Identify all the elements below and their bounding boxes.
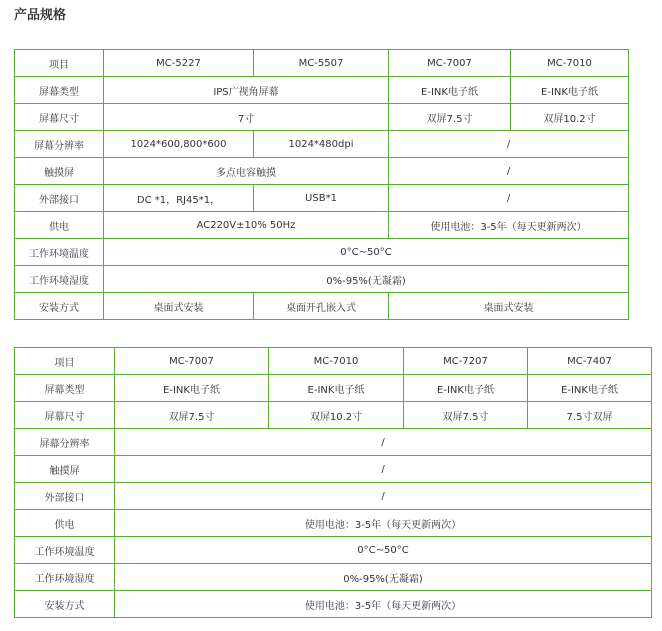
table-cell: 双屏10.2寸 bbox=[269, 402, 404, 429]
header-cell: MC-5227 bbox=[104, 50, 254, 77]
table-row-resolution bbox=[15, 429, 652, 456]
table-row-humidity bbox=[15, 564, 652, 591]
table-cell: E-INK电子纸 bbox=[404, 375, 528, 402]
table-row-screen-size bbox=[15, 402, 652, 429]
row-label: 外部接口 bbox=[15, 483, 115, 510]
table-cell: 双屏10.2寸 bbox=[511, 104, 629, 131]
table-cell: 双屏7.5寸 bbox=[404, 402, 528, 429]
row-label: 屏幕分辨率 bbox=[15, 131, 104, 158]
table-row-ports bbox=[15, 483, 652, 510]
table-cell: 双屏7.5寸 bbox=[389, 104, 511, 131]
table-row-touch bbox=[15, 158, 629, 185]
header-cell: MC-7207 bbox=[404, 348, 528, 375]
table-row-install bbox=[15, 293, 629, 320]
table-cell: 0°C~50°C bbox=[115, 537, 652, 564]
table-cell: IPS广视角屏幕 bbox=[104, 77, 389, 104]
table-cell: E-INK电子纸 bbox=[115, 375, 269, 402]
table-row-power bbox=[15, 510, 652, 537]
table-cell: / bbox=[389, 158, 629, 185]
row-label: 安装方式 bbox=[15, 293, 104, 320]
table-cell: 7.5寸双屏 bbox=[528, 402, 652, 429]
table-cell: 1024*600,800*600 bbox=[104, 131, 254, 158]
row-label: 屏幕尺寸 bbox=[15, 402, 115, 429]
table-cell: AC220V±10% 50Hz bbox=[104, 212, 389, 239]
header-cell: MC-5507 bbox=[254, 50, 389, 77]
table-cell: E-INK电子纸 bbox=[269, 375, 404, 402]
row-label: 触摸屏 bbox=[15, 456, 115, 483]
table-row-screen-size bbox=[15, 104, 629, 131]
table-cell: 7寸 bbox=[104, 104, 389, 131]
row-label: 安装方式 bbox=[15, 591, 115, 618]
table-cell: 1024*480dpi bbox=[254, 131, 389, 158]
table-cell: 使用电池：3-5年（每天更新两次） bbox=[115, 591, 652, 618]
table-row-header bbox=[15, 348, 652, 375]
header-cell: MC-7007 bbox=[115, 348, 269, 375]
header-cell: MC-7407 bbox=[528, 348, 652, 375]
table-cell: / bbox=[115, 456, 652, 483]
table-cell: 桌面式安装 bbox=[104, 293, 254, 320]
table-row-touch bbox=[15, 456, 652, 483]
table-cell: 桌面式安装 bbox=[389, 293, 629, 320]
row-label: 触摸屏 bbox=[15, 158, 104, 185]
table-row-power bbox=[15, 212, 629, 239]
table-cell: E-INK电子纸 bbox=[528, 375, 652, 402]
row-label: 工作环境湿度 bbox=[15, 266, 104, 293]
table-cell: 使用电池：3-5年（每天更新两次） bbox=[115, 510, 652, 537]
table-cell: DC *1，RJ45*1， bbox=[104, 185, 254, 212]
table-row-humidity bbox=[15, 266, 629, 293]
table-row-temperature bbox=[15, 537, 652, 564]
row-label: 工作环境温度 bbox=[15, 239, 104, 266]
row-label: 工作环境湿度 bbox=[15, 564, 115, 591]
table-cell: 多点电容触摸 bbox=[104, 158, 389, 185]
row-label: 屏幕分辨率 bbox=[15, 429, 115, 456]
table-cell: / bbox=[115, 483, 652, 510]
spec-table-lcd-models bbox=[14, 49, 629, 320]
header-cell: MC-7010 bbox=[269, 348, 404, 375]
table-cell: 0°C~50°C bbox=[104, 239, 629, 266]
table-row-screen-type bbox=[15, 375, 652, 402]
table-cell: E-INK电子纸 bbox=[511, 77, 629, 104]
row-label: 屏幕类型 bbox=[15, 77, 104, 104]
header-cell: 项目 bbox=[15, 50, 104, 77]
row-label: 供电 bbox=[15, 510, 115, 537]
table-row-header bbox=[15, 50, 629, 77]
table-cell: USB*1 bbox=[254, 185, 389, 212]
row-label: 屏幕类型 bbox=[15, 375, 115, 402]
table-cell: / bbox=[389, 131, 629, 158]
table-row-temperature bbox=[15, 239, 629, 266]
table-cell: 双屏7.5寸 bbox=[115, 402, 269, 429]
table-cell: 使用电池：3-5年（每天更新两次） bbox=[389, 212, 629, 239]
table-cell: 桌面开孔嵌入式 bbox=[254, 293, 389, 320]
header-cell: 项目 bbox=[15, 348, 115, 375]
table-cell: / bbox=[115, 429, 652, 456]
header-cell: MC-7010 bbox=[511, 50, 629, 77]
table-cell: E-INK电子纸 bbox=[389, 77, 511, 104]
table-row-install bbox=[15, 591, 652, 618]
table-cell: 0%-95%(无凝霜) bbox=[115, 564, 652, 591]
row-label: 供电 bbox=[15, 212, 104, 239]
header-cell: MC-7007 bbox=[389, 50, 511, 77]
table-row-screen-type bbox=[15, 77, 629, 104]
page-title: 产品规格 bbox=[14, 8, 67, 23]
row-label: 屏幕尺寸 bbox=[15, 104, 104, 131]
row-label: 工作环境温度 bbox=[15, 537, 115, 564]
spec-table-eink-models bbox=[14, 347, 652, 618]
table-row-resolution bbox=[15, 131, 629, 158]
table-cell: / bbox=[389, 185, 629, 212]
table-row-ports bbox=[15, 185, 629, 212]
row-label: 外部接口 bbox=[15, 185, 104, 212]
table-cell: 0%-95%(无凝霜) bbox=[104, 266, 629, 293]
